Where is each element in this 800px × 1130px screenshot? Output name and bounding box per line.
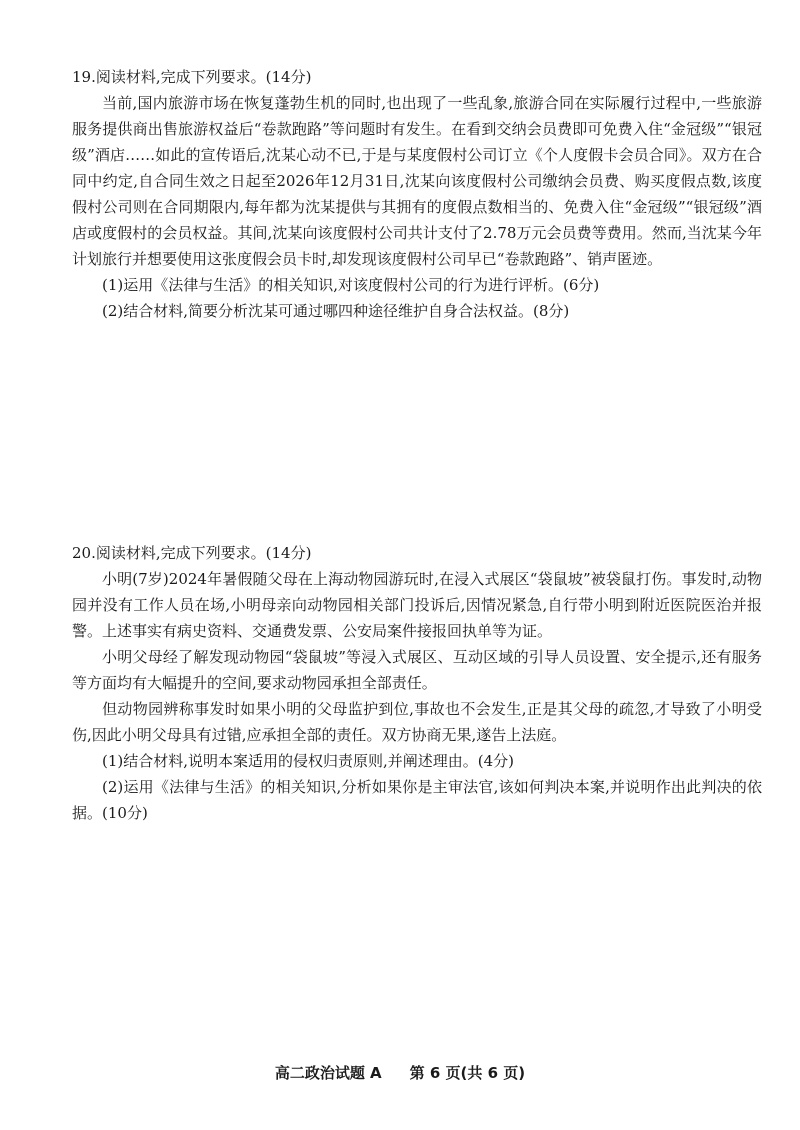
question-20 bbox=[72, 540, 762, 826]
footer-page-number: 第 6 页(共 6 页) bbox=[409, 1064, 526, 1082]
question-19-sub-2: (2)结合材料,简要分析沈某可通过哪四种途径维护自身合法权益。(8分) bbox=[102, 302, 570, 320]
question-19-sub-1: (1)运用《法律与生活》的相关知识,对该度假村公司的行为进行评析。(6分) bbox=[102, 276, 600, 294]
question-20-material-2: 小明父母经了解发现动物园“袋鼠坡”等浸入式展区、互动区域的引导人员设置、安全提示,还有服务等方面均有大幅提升的空间,要求动物园承担全部责任。 bbox=[72, 648, 762, 692]
question-20-sub-2: (2)运用《法律与生活》的相关知识,分析如果你是主审法官,该如何判决本案,并说明作出此判决的依据。(10分) bbox=[72, 778, 762, 822]
question-20-material-3: 但动物园辨称事发时如果小明的父母监护到位,事故也不会发生,正是其父母的疏忽,才导致了小明受伤,因此小明父母具有过错,应承担全部的责任。双方协商无果,遂告上法庭。 bbox=[72, 700, 762, 744]
footer-subject: 高二政治试题 A bbox=[274, 1064, 382, 1082]
question-20-sub-1: (1)结合材料,说明本案适用的侵权归责原则,并阐述理由。(4分) bbox=[102, 752, 515, 770]
question-19-title: 19.阅读材料,完成下列要求。(14分) bbox=[72, 68, 312, 86]
question-19-material: 当前,国内旅游市场在恢复蓬勃生机的同时,也出现了一些乱象,旅游合同在实际履行过程中,一些旅游服务提供商出售旅游权益后“卷款跑路”等问题时有发生。在看到交纳会员费即可免费入住“金冠级”“银冠级”酒店……如此的宣传语后,沈某心动不已,于是与某度假村公司订立《个人度假卡会员合同》。双方在合同中约定,自合同生效之日起至2026年12月31日,沈某向该度假村公司缴纳会员费、购买度假点数,该度假村公司则在合同期限内,每年都为沈某提供与其拥有的度假点数相当的、免费入住“金冠级”“银冠级”酒店或度假村的会员权益。其间,沈某向该度假村公司共计支付了2.78万元会员费等费用。然而,当沈某今年计划旅行并想要使用这张度假会员卡时,却发现该度假村公司早已“卷款跑路”、销声匿迹。 bbox=[72, 94, 762, 268]
page-footer bbox=[0, 1062, 800, 1084]
question-20-title: 20.阅读材料,完成下列要求。(14分) bbox=[72, 544, 312, 562]
question-20-material-1: 小明(7岁)2024年暑假随父母在上海动物园游玩时,在浸入式展区“袋鼠坡”被袋鼠打伤。事发时,动物园并没有工作人员在场,小明母亲向动物园相关部门投诉后,因情况紧急,自行带小明到附近医院医治并报警。上述事实有病史资料、交通费发票、公安局案件接报回执单等为证。 bbox=[72, 570, 762, 640]
question-19 bbox=[72, 64, 762, 324]
